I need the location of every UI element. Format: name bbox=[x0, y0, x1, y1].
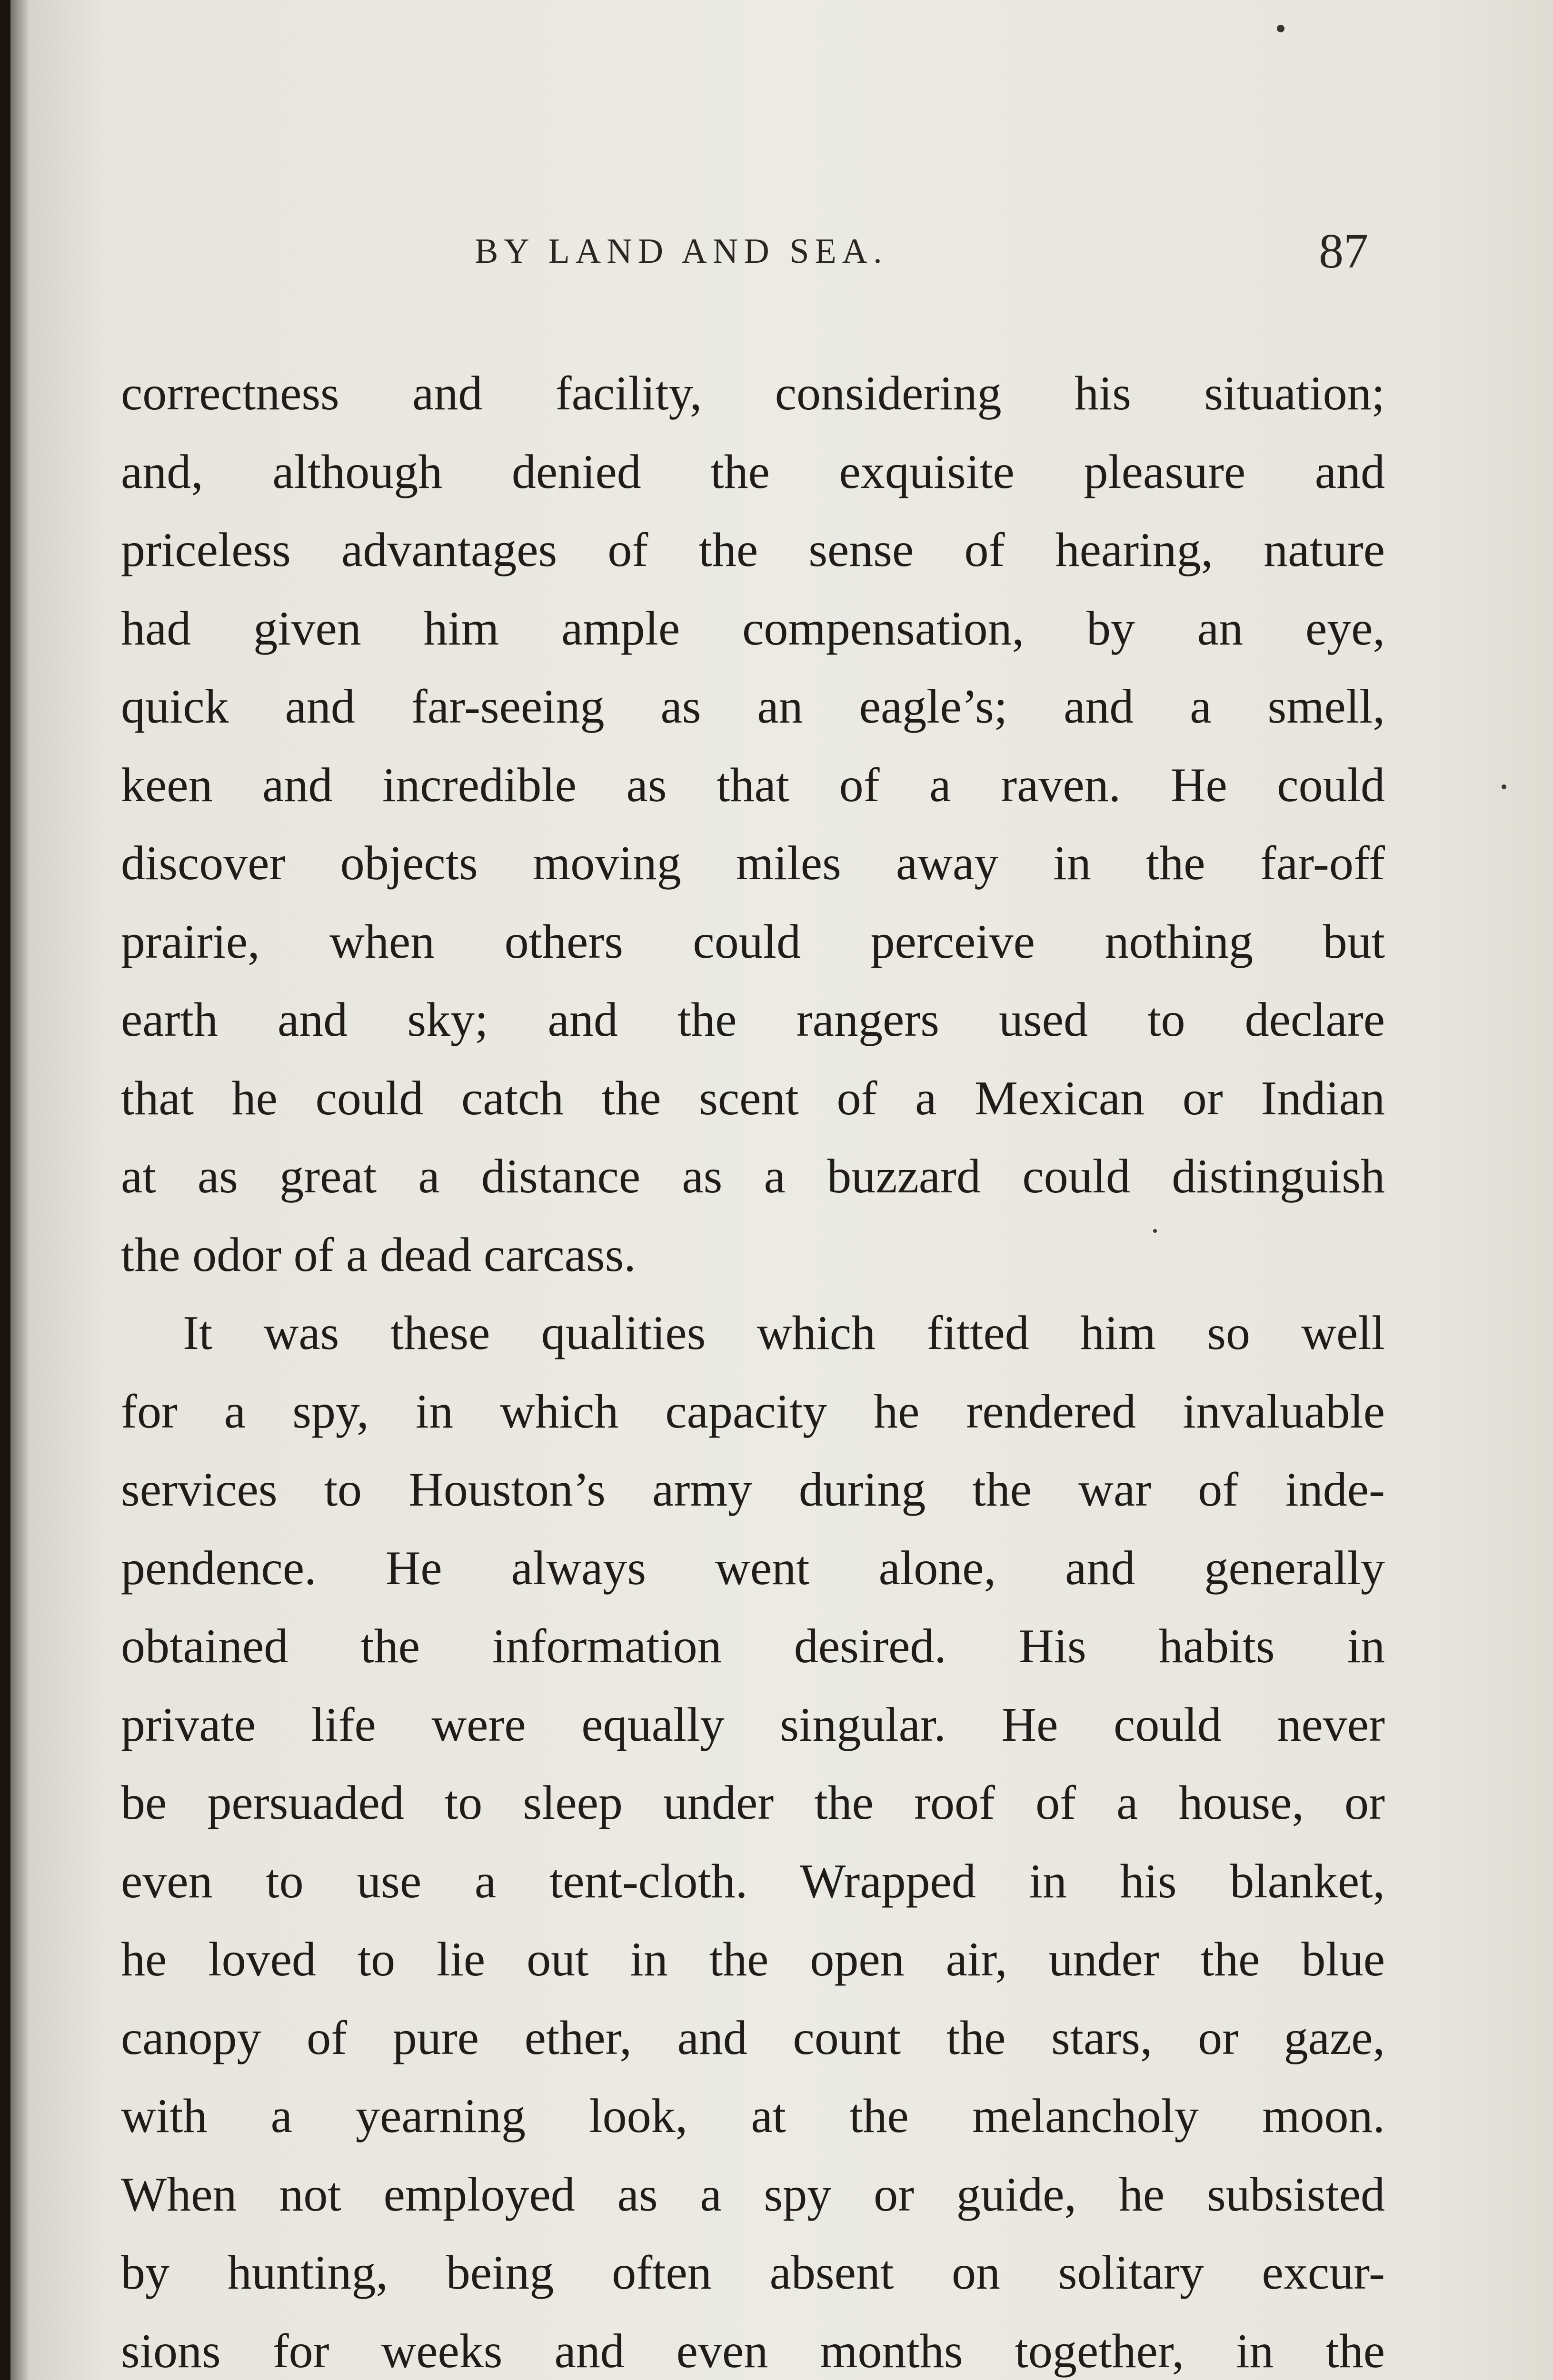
body-text bbox=[121, 355, 1385, 2380]
paragraph-start-line: It was these qualities which fitted him so well bbox=[183, 1306, 1385, 1360]
page-number: 87 bbox=[1319, 224, 1368, 278]
spine-shadow bbox=[10, 0, 30, 2380]
text-line: priceless advantages of the sense of hearing, nature bbox=[121, 523, 1385, 577]
text-line: by hunting, being often absent on solitary excur- bbox=[121, 2246, 1385, 2300]
text-line: services to Houston’s army during the war of inde- bbox=[121, 1463, 1385, 1517]
text-line: at as great a distance as a buzzard could distinguish bbox=[121, 1150, 1385, 1203]
book-page bbox=[10, 0, 1553, 2380]
text-line: private life were equally singular. He could never bbox=[121, 1697, 1385, 1752]
paragraph-end-line: the odor of a dead carcass. bbox=[121, 1228, 636, 1282]
text-line: quick and far-seeing as an eagle’s; and a smell, bbox=[121, 680, 1385, 734]
paper-speck bbox=[1153, 1229, 1157, 1233]
text-line: obtained the information desired. His habits in bbox=[121, 1619, 1385, 1673]
running-head-title: BY LAND AND SEA. bbox=[475, 232, 888, 271]
running-head bbox=[10, 223, 1553, 280]
text-line: correctness and facility, considering his situation; bbox=[121, 367, 1385, 420]
paper-speck bbox=[1502, 784, 1506, 789]
text-line: earth and sky; and the rangers used to declare bbox=[121, 993, 1385, 1047]
text-line: pendence. He always went alone, and generally bbox=[121, 1541, 1385, 1595]
text-line: with a yearning look, at the melancholy moon. bbox=[121, 2089, 1385, 2143]
paper-speck bbox=[1277, 25, 1284, 32]
text-line: prairie, when others could perceive nothing but bbox=[121, 914, 1385, 969]
text-line: discover objects moving miles away in the far-off bbox=[121, 836, 1385, 890]
text-line: he loved to lie out in the open air, under the blue bbox=[121, 1933, 1385, 1986]
text-line: When not employed as a spy or guide, he subsisted bbox=[121, 2167, 1385, 2221]
text-line: sions for weeks and even months together, in the bbox=[121, 2324, 1385, 2378]
text-line: be persuaded to sleep under the roof of a house, or bbox=[121, 1776, 1385, 1830]
text-line: for a spy, in which capacity he rendered invaluable bbox=[121, 1384, 1385, 1438]
text-line: that he could catch the scent of a Mexican or Indian bbox=[121, 1071, 1385, 1125]
text-line: had given him ample compensation, by an eye, bbox=[121, 601, 1385, 655]
text-line: canopy of pure ether, and count the stars, or gaze, bbox=[121, 2011, 1385, 2065]
text-line: even to use a tent-cloth. Wrapped in his blanket, bbox=[121, 1854, 1385, 1908]
text-line: and, although denied the exquisite pleasure and bbox=[121, 445, 1385, 499]
text-line: keen and incredible as that of a raven. He could bbox=[121, 758, 1385, 812]
